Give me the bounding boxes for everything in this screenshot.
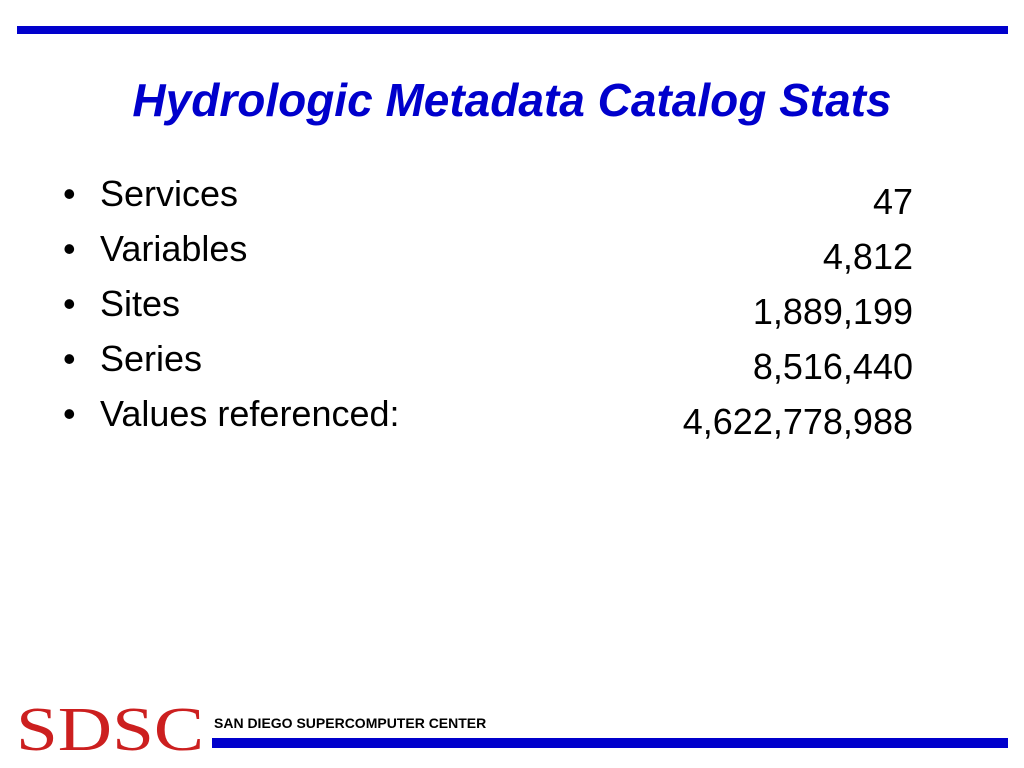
stat-row-sites bbox=[55, 282, 915, 337]
stat-value: 1,889,199 bbox=[752, 291, 913, 332]
bullet-icon: • bbox=[63, 338, 76, 379]
stat-row-series bbox=[55, 337, 915, 392]
stat-row-values-referenced bbox=[55, 392, 915, 447]
stat-value: 4,622,778,988 bbox=[682, 401, 913, 442]
stat-row-variables bbox=[55, 227, 915, 282]
sdsc-logo bbox=[16, 700, 206, 760]
bullet-icon: • bbox=[63, 173, 76, 214]
bullet-icon: • bbox=[63, 393, 76, 434]
stat-value: 4,812 bbox=[822, 236, 913, 277]
stat-label: Series bbox=[100, 338, 203, 379]
bullet-icon: • bbox=[63, 228, 76, 269]
stat-label: Sites bbox=[100, 283, 181, 324]
slide-title: Hydrologic Metadata Catalog Stats bbox=[132, 74, 892, 126]
stats-list bbox=[55, 172, 915, 447]
stat-value: 47 bbox=[872, 181, 913, 222]
bullet-icon: • bbox=[63, 283, 76, 324]
stat-label: Services bbox=[100, 173, 239, 214]
organization-name: SAN DIEGO SUPERCOMPUTER CENTER bbox=[214, 715, 487, 731]
stat-row-services bbox=[55, 172, 915, 227]
stat-label: Values referenced: bbox=[100, 393, 400, 434]
top-divider bbox=[17, 26, 1008, 34]
sdsc-logo-text: SDSC bbox=[16, 700, 204, 760]
stat-value: 8,516,440 bbox=[752, 346, 913, 387]
stat-label: Variables bbox=[100, 228, 248, 269]
footer-divider bbox=[212, 738, 1008, 748]
